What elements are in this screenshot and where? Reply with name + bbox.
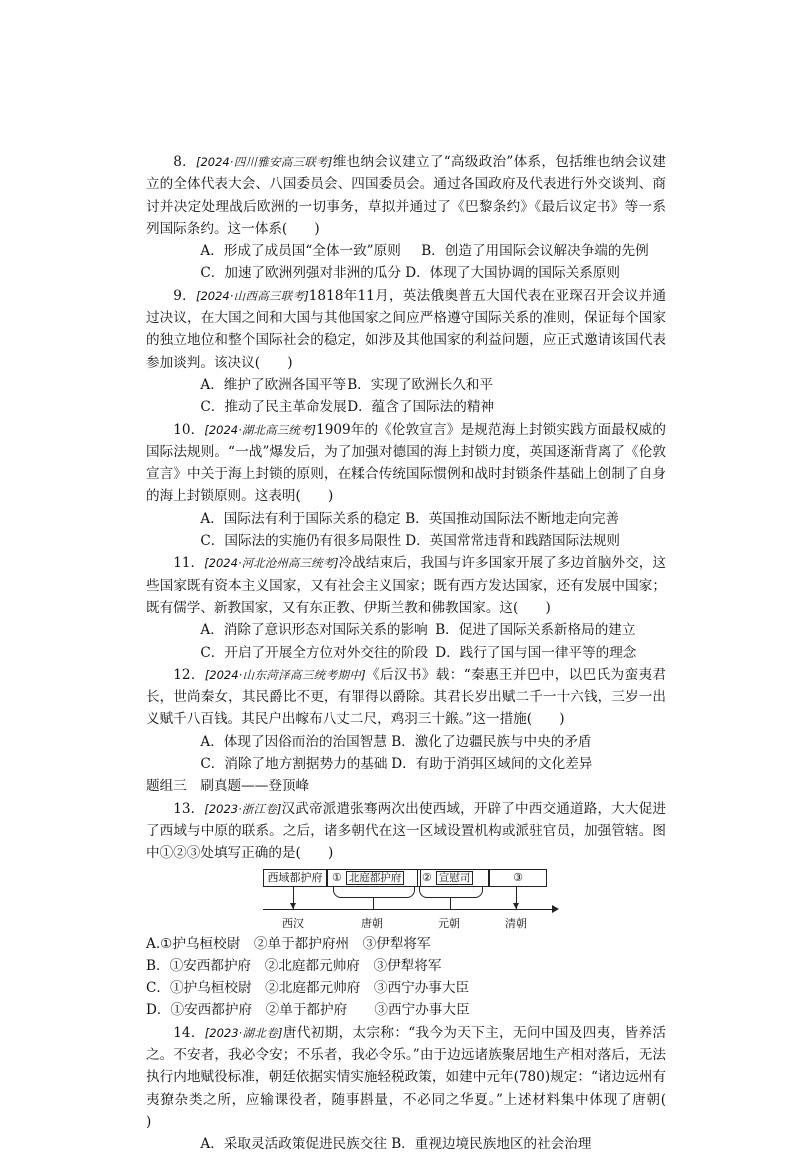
option-d: D．体现了大国协调的国际关系原则: [405, 265, 620, 282]
option-b: B．重视边境民族地区的社会治理: [391, 1136, 592, 1153]
question-13-option-d: D．①安西都护府 ②单于都护府 ③西宁办事大臣: [146, 1002, 470, 1019]
option-b: B．促进了国际关系新格局的建立: [435, 622, 636, 639]
question-11-stem: [146, 552, 666, 619]
option-c: C．加速了欧洲列强对非洲的瓜分: [200, 265, 402, 282]
timeline-brace-tang: [333, 887, 415, 898]
question-number: 11．: [173, 555, 205, 572]
question-12-options-ab: [146, 731, 666, 753]
question-text: 汉武帝派遣张骞两次出使西域，开辟了中西交通道路，大大促进了西域与中原的联系。之后，诸多朝代在这一区域设置机构或派驻官员，加强管辖。图中①②③处填写正确的是( ): [146, 800, 666, 862]
timeline-diagram: [263, 867, 563, 931]
question-source: [2023·浙江卷]: [204, 801, 282, 816]
timeline-box-3: ③: [489, 869, 547, 887]
question-source: [2024·山西高三联考]: [195, 288, 309, 303]
question-13-stem: [146, 798, 666, 865]
option-b: B．激化了边疆民族与中央的矛盾: [391, 733, 592, 750]
option-c: C．开启了开展全方位对外交往的阶段: [200, 644, 429, 661]
question-number: 13．: [173, 800, 205, 817]
question-10-stem: [146, 419, 666, 508]
question-9-options-ab: [146, 374, 666, 396]
timeline-box-xiyu: 西域都护府: [263, 869, 327, 887]
question-13-option-c: C．①护乌桓校尉 ②北庭都元帅府 ③西宁办事大臣: [146, 980, 470, 997]
era-label-xihan: 西汉: [282, 916, 304, 930]
question-11-options-ab: [146, 619, 666, 641]
question-number: 8．: [173, 154, 196, 170]
question-14-stem: [146, 1022, 694, 1133]
question-number: 12．: [173, 666, 205, 683]
question-10-options-cd: [146, 530, 666, 552]
option-d: D．有助于消弭区域间的文化差异: [391, 756, 593, 773]
question-source: [2024·四川雅安高三联考]: [196, 155, 333, 169]
timeline-brace-yuan-stem: [450, 897, 451, 909]
question-text: 《后汉书》载：“秦惠王并巴中，以巴氏为蛮夷君长，世尚秦女，其民爵比不更，有罪得以爵除。其君长岁出赋二千一十六钱，三岁一出义赋千八百钱。其民户出幏布八丈二尺，鸡羽三十鍭。”这一措施( ): [146, 666, 666, 728]
option-a: A．形成了成员国“全体一致”原则: [200, 243, 401, 260]
option-a: A．体现了因俗而治的治国智慧: [200, 733, 387, 750]
question-12-options-cd: [146, 753, 666, 775]
timeline-axis-arrow: [552, 905, 559, 913]
question-source: [2024·湖北高三统考]: [204, 422, 317, 437]
timeline-brace-tang-stem: [373, 897, 374, 909]
section-heading: 题组三 刷真题——登顶峰: [146, 778, 310, 795]
timeline-brace-yuan: [419, 887, 483, 898]
question-text: 1818年11月，英法俄奥普五大国代表在亚琛召开会议并通过决议，在大国之间和大国与其他国家之间应严格遵守国际关系的准则，保证每个国家的独立地位和整个国际社会的稳定，如涉及其他国家的利益问题，应正式邀请该国代表参加谈判。该决议( ): [146, 287, 666, 371]
option-c: C．国际法的实施仍有很多局限性: [200, 533, 402, 550]
blank-marker-1: ①: [332, 870, 342, 884]
option-b: B．创造了用国际会议解决争端的先例: [421, 243, 649, 260]
option-a: A．维护了欧洲各国平等: [200, 376, 347, 393]
option-a: A．采取灵活政策促进民族交往: [200, 1136, 387, 1153]
question-text: 维也纳会议建立了“高级政治”体系，包括维也纳会议建立的全体代表大会、八国委员会、四国委员会。通过各国政府及代表进行外交谈判、商讨并决定处理战后欧洲的一切事务，草拟并通过了《巴黎条约》《最后议定书》等一系列国际条约。这一体系( ): [146, 154, 666, 237]
option-d: D．蕴含了国际法的精神: [347, 399, 495, 416]
question-text: 唐代初期，太宗称：“我今为天下主，无问中国及四夷，皆养活之。不安者，我必令安；不乐者，我必令乐。”由于边远诸族聚居地生产相对落后，无法执行内地赋役标准，朝廷依据实情实施轻税政策，如建中元年(780)规定：“诸边远州有夷獠杂类之所，应输课役者，随事斟量，不必同之华夏。”上述材料集中体现了唐朝( ): [146, 1024, 694, 1130]
question-13-option-b: B．①安西都护府 ②北庭都元帅府 ③伊犁将军: [146, 957, 442, 974]
question-8-options-cd: [146, 262, 666, 284]
era-label-yuan: 元朝: [438, 916, 460, 930]
timeline-box-2: [417, 869, 489, 887]
question-number: 9．: [173, 287, 196, 304]
question-9-stem: [146, 285, 666, 374]
option-d: D．英国常常违背和践踏国际法规则: [405, 533, 620, 550]
question-11-options-cd: [146, 642, 666, 664]
question-13-option-a: A.①护乌桓校尉 ②单于都护府州 ③伊犁将军: [146, 935, 431, 952]
blank-marker-2: ②: [422, 870, 432, 884]
option-a: A．消除了意识形态对国际关系的影响: [200, 622, 428, 639]
option-c: C．消除了地方割据势力的基础: [200, 756, 388, 773]
era-label-qing: 清朝: [505, 916, 527, 930]
question-12-stem: [146, 664, 666, 731]
timeline-axis: [263, 909, 555, 910]
question-text: 冷战结束后，我国与许多国家开展了多边首脑外交，这些国家既有资本主义国家，又有社会主义国家；既有西方发达国家，还有发展中国家；既有儒学、新教国家，又有东正教、伊斯兰教和佛教国家。这( ): [146, 555, 666, 616]
timeline-box-1: [327, 869, 421, 887]
option-a: A．国际法有利于国际关系的稳定: [200, 510, 401, 527]
era-label-tang: 唐朝: [361, 916, 383, 930]
question-14-options-ab: [146, 1133, 666, 1155]
question-number: 14．: [173, 1024, 205, 1041]
question-10-options-ab: [146, 508, 666, 530]
question-text: 1909年的《伦敦宣言》是规范海上封锁实践方面最权威的国际法规则。“一战”爆发后，为了加强对德国的海上封锁力度，英国逐渐背离了《伦敦宣言》中关于海上封锁的原则，在糅合传统国际惯例和战时封锁条件基础上创制了自身的海上封锁原则。这表明( ): [146, 421, 666, 505]
option-b: B．实现了欧洲长久和平: [347, 376, 494, 393]
timeline-box-beiting: 北庭都护府: [346, 871, 405, 885]
question-number: 10．: [173, 421, 205, 438]
question-9-options-cd: [146, 396, 666, 418]
question-list: [146, 151, 694, 1155]
option-d: D．践行了国与国一律平等的理念: [435, 644, 637, 661]
question-8-stem: [146, 151, 666, 240]
option-c: C．推动了民主革命发展: [200, 399, 347, 416]
option-b: B．英国推动国际法不断地走向完善: [405, 510, 620, 527]
question-8-options-ab: [146, 240, 666, 262]
timeline-box-xuanweisi: 宣慰司: [436, 871, 474, 885]
question-source: [2024·河北沧州高三统考]: [204, 556, 339, 571]
question-source: [2023·湖北卷]: [204, 1025, 283, 1040]
question-source: [2024·山东菏泽高三统考期中]: [204, 667, 366, 682]
